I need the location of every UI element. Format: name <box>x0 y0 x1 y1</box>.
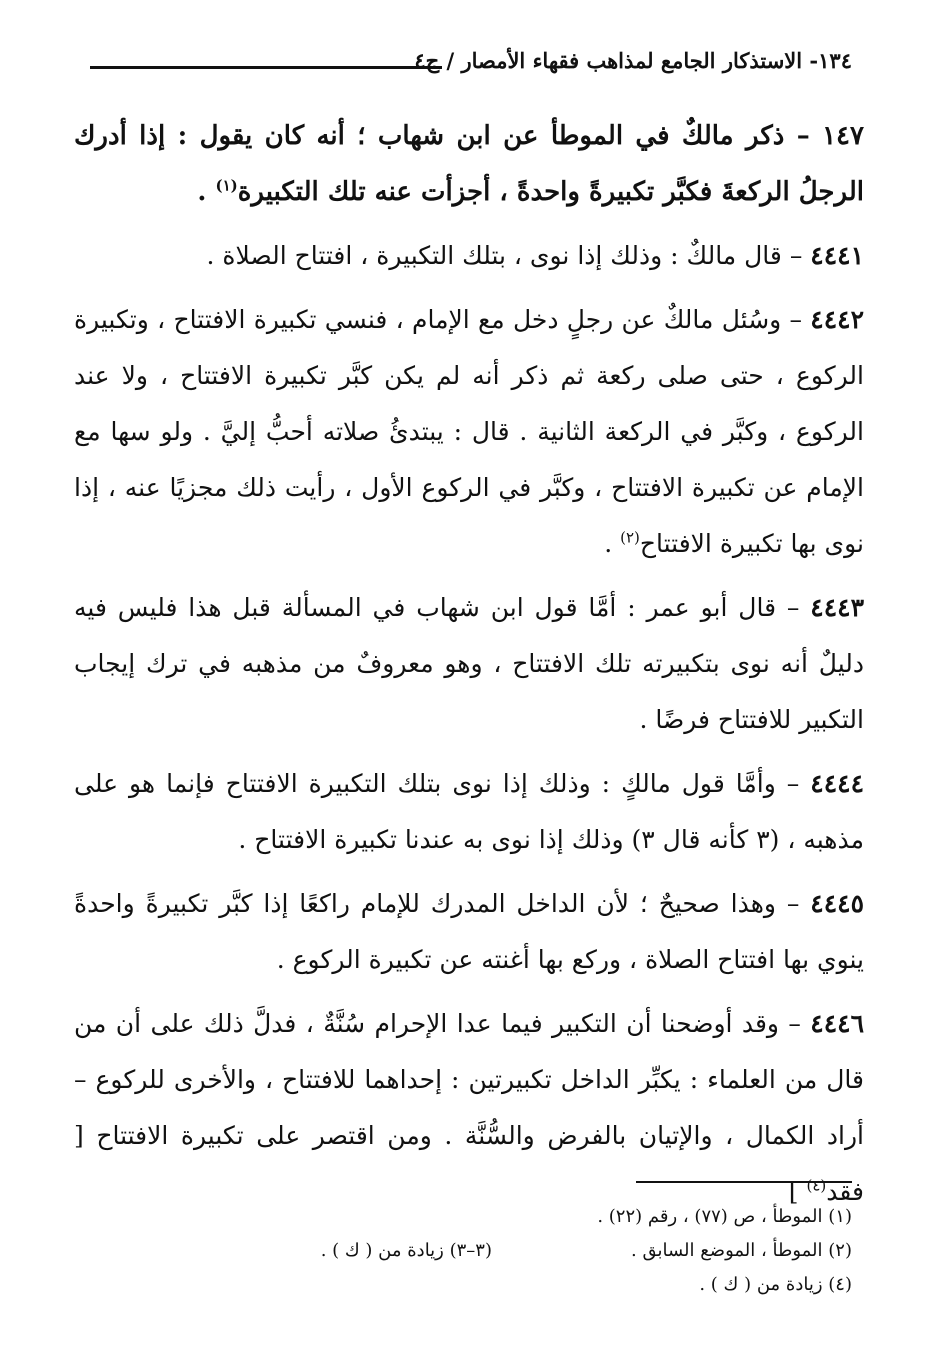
footnote-extra <box>72 1200 492 1234</box>
paragraph-number: ٤٤٤٦ <box>810 1009 864 1038</box>
paragraph-number: ٤٤٤١ <box>810 241 864 270</box>
footnote-1: (١) الموطأ ، ص (٧٧) ، رقم (٢٢) . <box>597 1206 852 1227</box>
paragraph-number: ٤٤٤٥ <box>810 889 864 918</box>
paragraph-number: ٤٤٤٣ <box>810 593 864 622</box>
paragraph-text: – قال أبو عمر : أمَّا قول ابن شهاب في المسألة قبل هذا فليس فيه دليلٌ أنه نوى بتكبيرته تلك الافتتاح ، وهو معروفٌ من مذهبه في ترك إيجاب التكبير للافتتاح فرضًا . <box>74 593 864 734</box>
footnote-ref: (٢) <box>620 528 640 547</box>
paragraph-4446 <box>74 996 864 1220</box>
paragraph-number: ٤٤٤٤ <box>810 769 864 798</box>
paragraph-tail: ] <box>788 1177 807 1206</box>
paragraph-text: – وهذا صحيحٌ ؛ لأن الداخل المدرك للإمام راكعًا إذا كبَّر تكبيرةً واحدةً ينوي بها افتتاح الصلاة ، وركع بها أغنته عن تكبيرة الركوع . <box>74 889 864 974</box>
paragraph-text: – قال مالكٌ : وذلك إذا نوى ، بتلك التكبيرة ، افتتاح الصلاة . <box>206 241 811 270</box>
paragraph-text: – وسُئل مالكٌ عن رجلٍ دخل مع الإمام ، فنسي تكبيرة الافتتاح ، وتكبيرة الركوع ، حتى صلى ركعة ثم ذكر أنه لم يكن كبَّر تكبيرة الافتتاح ، ولا عند الركوع ، وكبَّر في الركعة الثانية . قال : يبتدئُ صلاته أحبُّ إليَّ . ولو سها مع الإمام عن تكبيرة الافتتاح ، وكبَّر في الركوع الأول ، رأيت ذلك مجزيًا عنه ، إذا نوى بها تكبيرة الافتتاح <box>74 305 864 558</box>
paragraph-147 <box>74 108 864 220</box>
footnote-2: (٢) الموطأ ، الموضع السابق . <box>631 1240 852 1261</box>
paragraph-4443 <box>74 580 864 748</box>
paragraph-4442 <box>74 292 864 572</box>
paragraph-text: – وأمَّا قول مالكٍ : وذلك إذا نوى بتلك التكبيرة الافتتاح فإنما هو على مذهبه ، (٣ كأنه قال ٣) وذلك إذا نوى به عندنا تكبيرة الافتتاح . <box>74 769 864 854</box>
footnote-line <box>72 1268 852 1302</box>
paragraph-4441 <box>74 228 864 284</box>
footnote-extra <box>72 1268 492 1302</box>
paragraph-text: – وقد أوضحنا أن التكبير فيما عدا الإحرام سُنَّةٌ ، فدلَّ ذلك على أن من قال من العلماء : يكبِّر الداخل تكبيرتين : إحداهما للافتتاح ، والأخرى للركوع – أراد الكمال ، والإتيان بالفرض والسُّنَّة . ومن اقتصر على تكبيرة الافتتاح [ فقد <box>74 1009 864 1206</box>
paragraph-4445 <box>74 876 864 988</box>
footnote-ref: (٤) <box>806 1176 827 1195</box>
paragraph-tail: . <box>604 529 621 558</box>
footnote-ref: (١) <box>215 176 238 195</box>
paragraph-number: ٤٤٤٢ <box>810 305 864 334</box>
footnote-line <box>72 1200 852 1234</box>
footnote-rule <box>636 1181 852 1183</box>
header-rule <box>90 66 442 69</box>
paragraph-tail: . <box>197 177 216 207</box>
footnote-line <box>72 1234 852 1268</box>
running-title: ١٣٤- الاستذكار الجامع لمذاهب فقهاء الأمصار / ج٤ <box>414 48 852 73</box>
paragraph-text: – ذكر مالكٌ في الموطأ عن ابن شهاب ؛ أنه كان يقول : إذا أدرك الرجلُ الركعةَ فكبَّر تكبيرةً واحدةً ، أجزأت عنه تلك التكبيرة <box>74 121 864 207</box>
running-header <box>414 46 852 76</box>
footnote-4: (٤) زيادة من ( ك ) . <box>699 1274 852 1295</box>
main-text <box>74 108 864 1228</box>
paragraph-number: ١٤٧ <box>822 121 864 151</box>
paragraph-4444 <box>74 756 864 868</box>
footnote-3: (٣–٣) زيادة من ( ك ) . <box>320 1240 492 1261</box>
footnotes <box>72 1200 852 1302</box>
